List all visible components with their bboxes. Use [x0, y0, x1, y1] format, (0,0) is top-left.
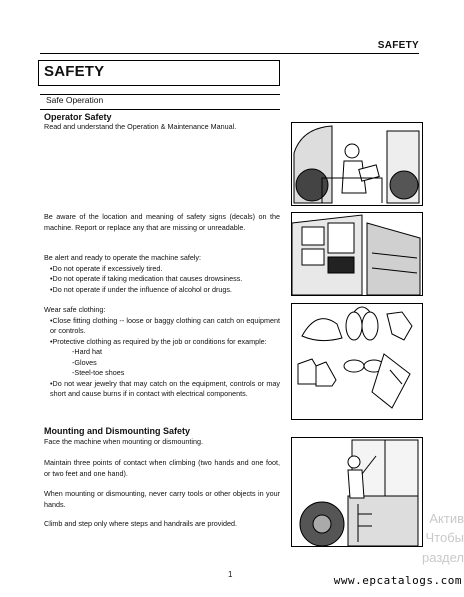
clothing-subitem: -Steel-toe shoes: [72, 368, 125, 377]
clothing-bullet: •Protective clothing as required by the job or conditions for example:: [50, 336, 267, 346]
alert-intro: Be alert and ready to operate the machine safely:: [44, 253, 202, 262]
safety-decals-illustration: [291, 212, 423, 296]
overlay-text: раздел: [422, 550, 464, 565]
running-header: SAFETY: [377, 40, 419, 51]
operator-safety-heading: Operator Safety: [44, 112, 112, 122]
alert-bullet: •Do not operate if under the influence of alcohol or drugs.: [50, 284, 232, 294]
mounting-p3: When mounting or dismounting, never carry tools or other objects in your hands.: [44, 489, 280, 509]
clothing-bullet: •Close fitting clothing -- loose or baggy clothing can catch on equipment or controls.: [50, 315, 280, 335]
clothing-bullet: •Do not wear jewelry that may catch on the equipment, controls or may short and cause burns if in contact with electrical components.: [50, 378, 280, 398]
operator-reading-manual-illustration: [291, 122, 423, 206]
mounting-p4: Climb and step only where steps and handrails are provided.: [44, 519, 237, 528]
alert-block: [44, 253, 280, 295]
protective-gear-illustration: [291, 303, 423, 420]
page-title: SAFETY: [44, 63, 105, 80]
mounting-p1: Face the machine when mounting or dismounting.: [44, 437, 204, 446]
subsection-title: Safe Operation: [46, 95, 104, 105]
operator-p2: Be aware of the location and meaning of safety signs (decals) on the machine. Report or replace any that are missing or unreadable.: [44, 212, 280, 232]
mounting-p2: Maintain three points of contact when climbing (two hands and one foot, or two feet and one hand).: [44, 458, 280, 478]
mounting-heading: Mounting and Dismounting Safety: [44, 426, 190, 436]
header-rule: [40, 53, 419, 54]
clothing-subitem: -Hard hat: [72, 347, 102, 356]
overlay-text: Актив: [429, 511, 464, 526]
alert-bullet: •Do not operate if taking medication that causes drowsiness.: [50, 274, 243, 283]
clothing-block: [44, 305, 280, 400]
page-number: 1: [228, 570, 233, 579]
mounting-machine-illustration: [291, 437, 423, 547]
operator-p1: Read and understand the Operation & Maintenance Manual.: [44, 122, 237, 131]
clothing-intro: Wear safe clothing:: [44, 305, 106, 314]
overlay-text: Чтобы: [425, 530, 464, 545]
clothing-subitem: -Gloves: [72, 357, 97, 367]
watermark-url: www.epcatalogs.com: [333, 574, 462, 587]
alert-bullet: •Do not operate if excessively tired.: [50, 263, 163, 273]
